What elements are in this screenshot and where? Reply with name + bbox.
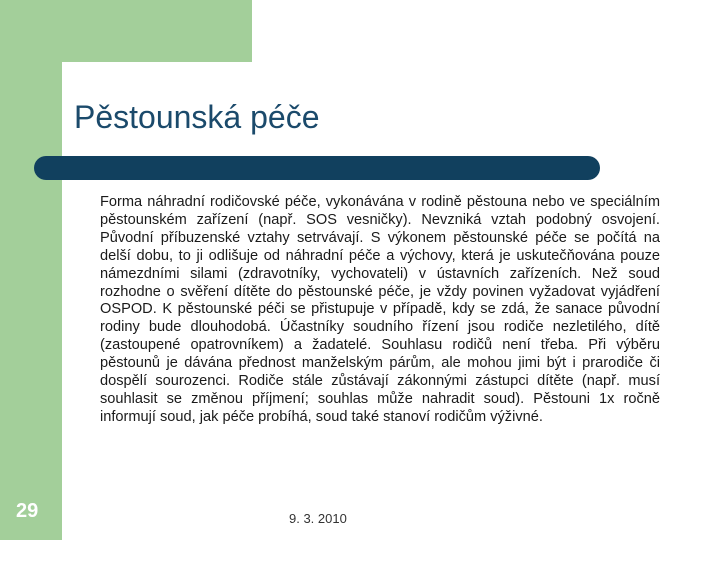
title-underline-bar [34,156,600,180]
slide-number: 29 [16,500,39,522]
decorative-green-strip-left [0,0,62,540]
slide-body-text: Forma náhradní rodičovské péče, vykonávána v rodině pěstouna nebo ve speciálním pěstounském zařízení (např. SOS vesničky). Nevzniká vztah podobný osvojení. Původní příbuzenské vztahy setrvávají. S výkonem pěstounské péče se počítá na delší dobu, to ji odlišuje od náhradní péče a výchovy, která je uskutečňována pouze námezdními silami (zdravotníky, vychovateli) v ústavních zařízeních. Než soud rozhodne o svěření dítěte do pěstounské péče, je vždy povinen vyžadovat vyjádření OSPOD. K pěstounské péči se přistupuje v případě, kdy se zdá, že sanace původní rodiny bude dlouhodobá. Účastníky soudního řízení jsou rodiče nezletilého, dítě (zastoupené opatrovníkem) a žadatelé. Souhlasu rodičů není třeba. Při výběru pěstounů je dávána přednost manželským párům, ale mohou jimi být i prarodiče či dospělí sourozenci. Rodiče stále zůstávají zákonnými zástupci dítěte (např. musí souhlasit se změnou příjmení; souhlas může nahradit soud). Pěstouni 1x ročně informují soud, jak péče probíhá, soud také stanoví rodičům výživné. [100,194,660,425]
footer-date: 9. 3. 2010 [289,511,347,526]
slide-title: Pěstounská péče [74,99,320,135]
